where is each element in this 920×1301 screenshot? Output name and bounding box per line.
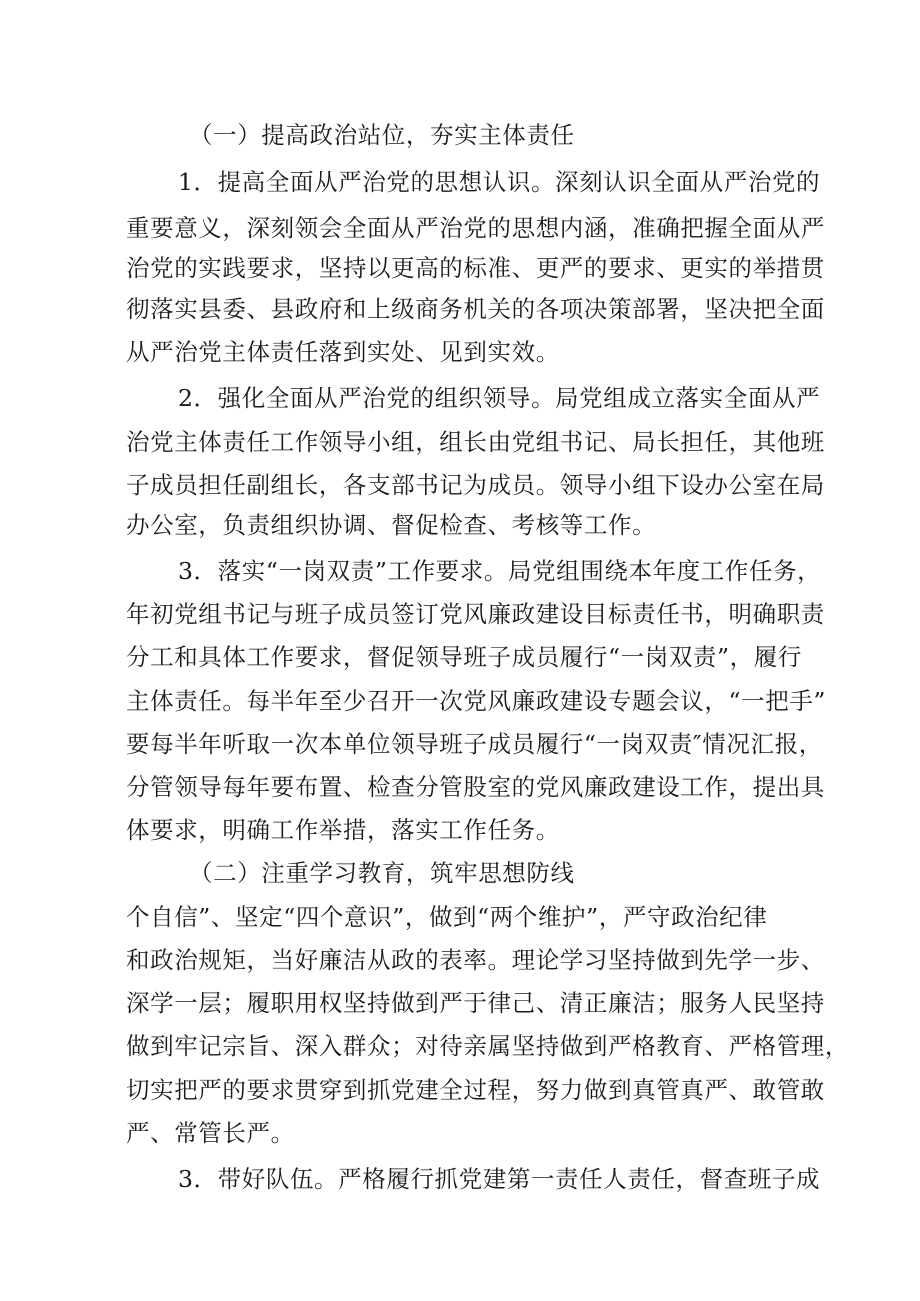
paragraph-line: 从严治党主体责任落到实处、见到实效。 — [126, 338, 560, 366]
paragraph-line: 治党的实践要求，坚持以更高的标准、更严的要求、更实的举措贯 — [126, 254, 825, 282]
paragraph-line: 3．带好队伍。严格履行抓党建第一责任人责任，督查班子成 — [178, 1165, 821, 1193]
paragraph-line: 3．落实“一岗双责”工作要求。局党组围绕本年度工作任务， — [178, 557, 822, 585]
paragraph-line: 子成员担任副组长，各支部书记为成员。领导小组下设办公室在局 — [126, 471, 825, 499]
paragraph-line: 主体责任。每半年至少召开一次党风廉政建设专题会议，“一把手” — [126, 687, 827, 715]
paragraph-line: 1．提高全面从严治党的思想认识。深刻认识全面从严治党的 — [178, 168, 821, 196]
paragraph-line: 个自信”、坚定“四个意识”，做到“两个维护”，严守政治纪律 — [126, 903, 768, 931]
paragraph-line: 切实把严的要求贯穿到抓党建全过程，努力做到真管真严、敢管敢 — [126, 1076, 825, 1104]
paragraph-line: 要每半年听取一次本单位领导班子成员履行“一岗双责″情况汇报， — [126, 730, 823, 758]
paragraph-line: 分工和具体工作要求，督促领导班子成员履行“一岗双责”，履行 — [126, 643, 802, 671]
paragraph-line: 年初党组书记与班子成员签订党风廉政建设目标责任书，明确职责 — [126, 600, 825, 628]
paragraph-line: 彻落实县委、县政府和上级商务机关的各项决策部署，坚决把全面 — [126, 295, 825, 323]
paragraph-line: 和政治规矩，当好廉洁从政的表率。理论学习坚持做到先学一步、 — [126, 946, 825, 974]
paragraph-line: 治党主体责任工作领导小组，组长由党组书记、局长担任，其他班 — [126, 428, 825, 456]
paragraph-line: 办公室，负责组织协调、督促检查、考核等工作。 — [126, 511, 657, 539]
paragraph-line: 重要意义，深刻领会全面从严治党的思想内涵，准确把握全面从严 — [126, 214, 825, 242]
paragraph-line: 做到牢记宗旨、深入群众；对待亲属坚持做到严格教育、严格管理， — [126, 1032, 849, 1060]
paragraph-line: 分管领导每年要布置、检查分管股室的党风廉政建设工作，提出具 — [126, 773, 825, 801]
paragraph-line: 体要求，明确工作举措，落实工作任务。 — [126, 816, 560, 844]
paragraph-line: 2．强化全面从严治党的组织领导。局党组成立落实全面从严 — [178, 384, 821, 412]
section-heading-1: （一）提高政治站位，夯实主体责任 — [189, 121, 575, 149]
section-heading-2: （二）注重学习教育，筑牢思想防线 — [189, 859, 575, 887]
paragraph-line: 深学一层；履职用权坚持做到严于律己、清正廉洁；服务人民坚持 — [126, 989, 825, 1017]
paragraph-line: 严、常管长严。 — [126, 1119, 295, 1147]
